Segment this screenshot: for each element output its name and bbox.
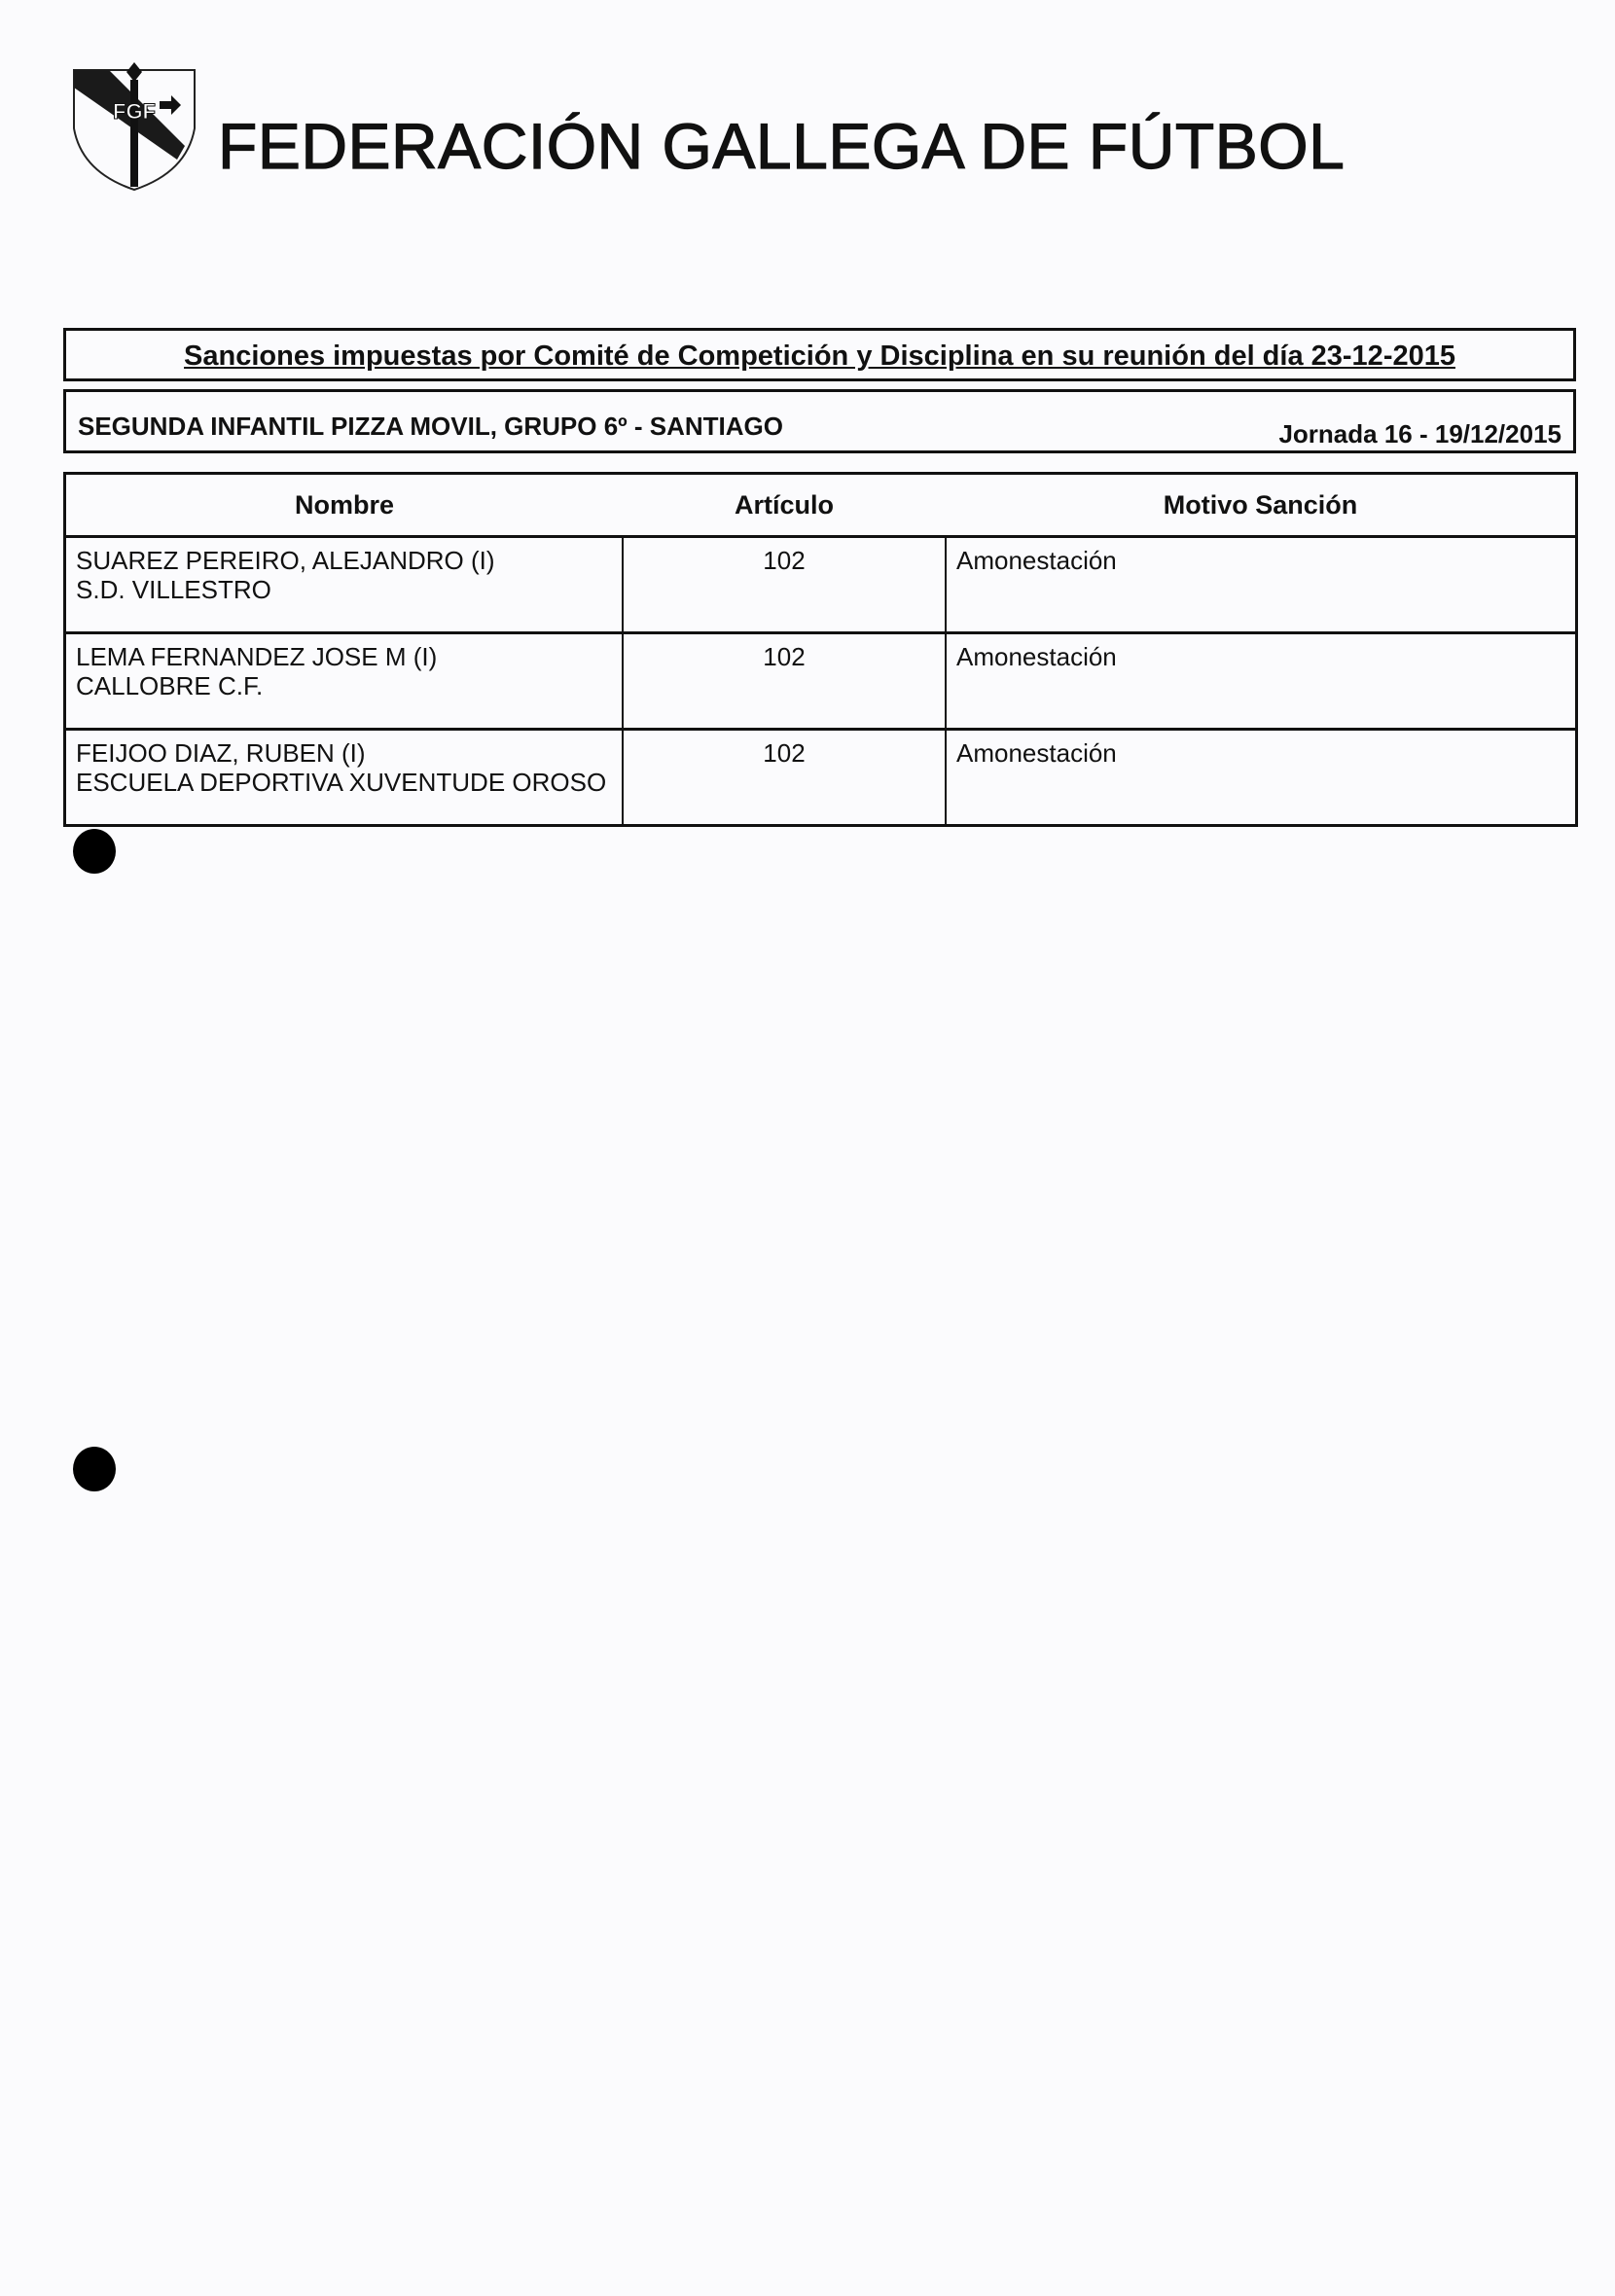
punch-hole-icon	[73, 1447, 116, 1491]
player-cell	[65, 730, 624, 826]
table-header	[65, 474, 1577, 537]
player-cell	[65, 633, 624, 730]
session-title: Sanciones impuestas por Comité de Competición y Disciplina en su reunión del día 23-12-2015	[184, 341, 1455, 372]
article: 102	[623, 633, 946, 730]
col-motivo: Motivo Sanción	[946, 474, 1577, 537]
article: 102	[623, 537, 946, 633]
club-name: ESCUELA DEPORTIVA XUVENTUDE OROSO	[76, 768, 607, 797]
table-row	[65, 633, 1577, 730]
col-nombre: Nombre	[65, 474, 624, 537]
col-articulo: Artículo	[623, 474, 946, 537]
reason: Amonestación	[946, 537, 1577, 633]
club-name: CALLOBRE C.F.	[76, 671, 264, 700]
player-name: FEIJOO DIAZ, RUBEN (I)	[76, 738, 366, 768]
player-cell	[65, 537, 624, 633]
sanctions-table	[63, 472, 1578, 827]
table-row	[65, 730, 1577, 826]
org-title: FEDERACIÓN GALLEGA DE FÚTBOL	[218, 110, 1346, 182]
competition-name: SEGUNDA INFANTIL PIZZA MOVIL, GRUPO 6º - SANTIAGO	[78, 412, 784, 441]
player-name: SUAREZ PEREIRO, ALEJANDRO (I)	[76, 546, 495, 575]
reason: Amonestación	[946, 633, 1577, 730]
table-row	[65, 537, 1577, 633]
jornada: Jornada 16 - 19/12/2015	[1278, 419, 1561, 448]
club-name: S.D. VILLESTRO	[76, 575, 271, 604]
svg-text:FGF: FGF	[113, 99, 156, 124]
punch-hole-icon	[73, 829, 116, 874]
session-title-box	[63, 328, 1576, 381]
competition-box	[63, 389, 1576, 453]
player-name: LEMA FERNANDEZ JOSE M (I)	[76, 642, 438, 671]
reason: Amonestación	[946, 730, 1577, 826]
article: 102	[623, 730, 946, 826]
fgf-logo-icon	[70, 60, 198, 192]
